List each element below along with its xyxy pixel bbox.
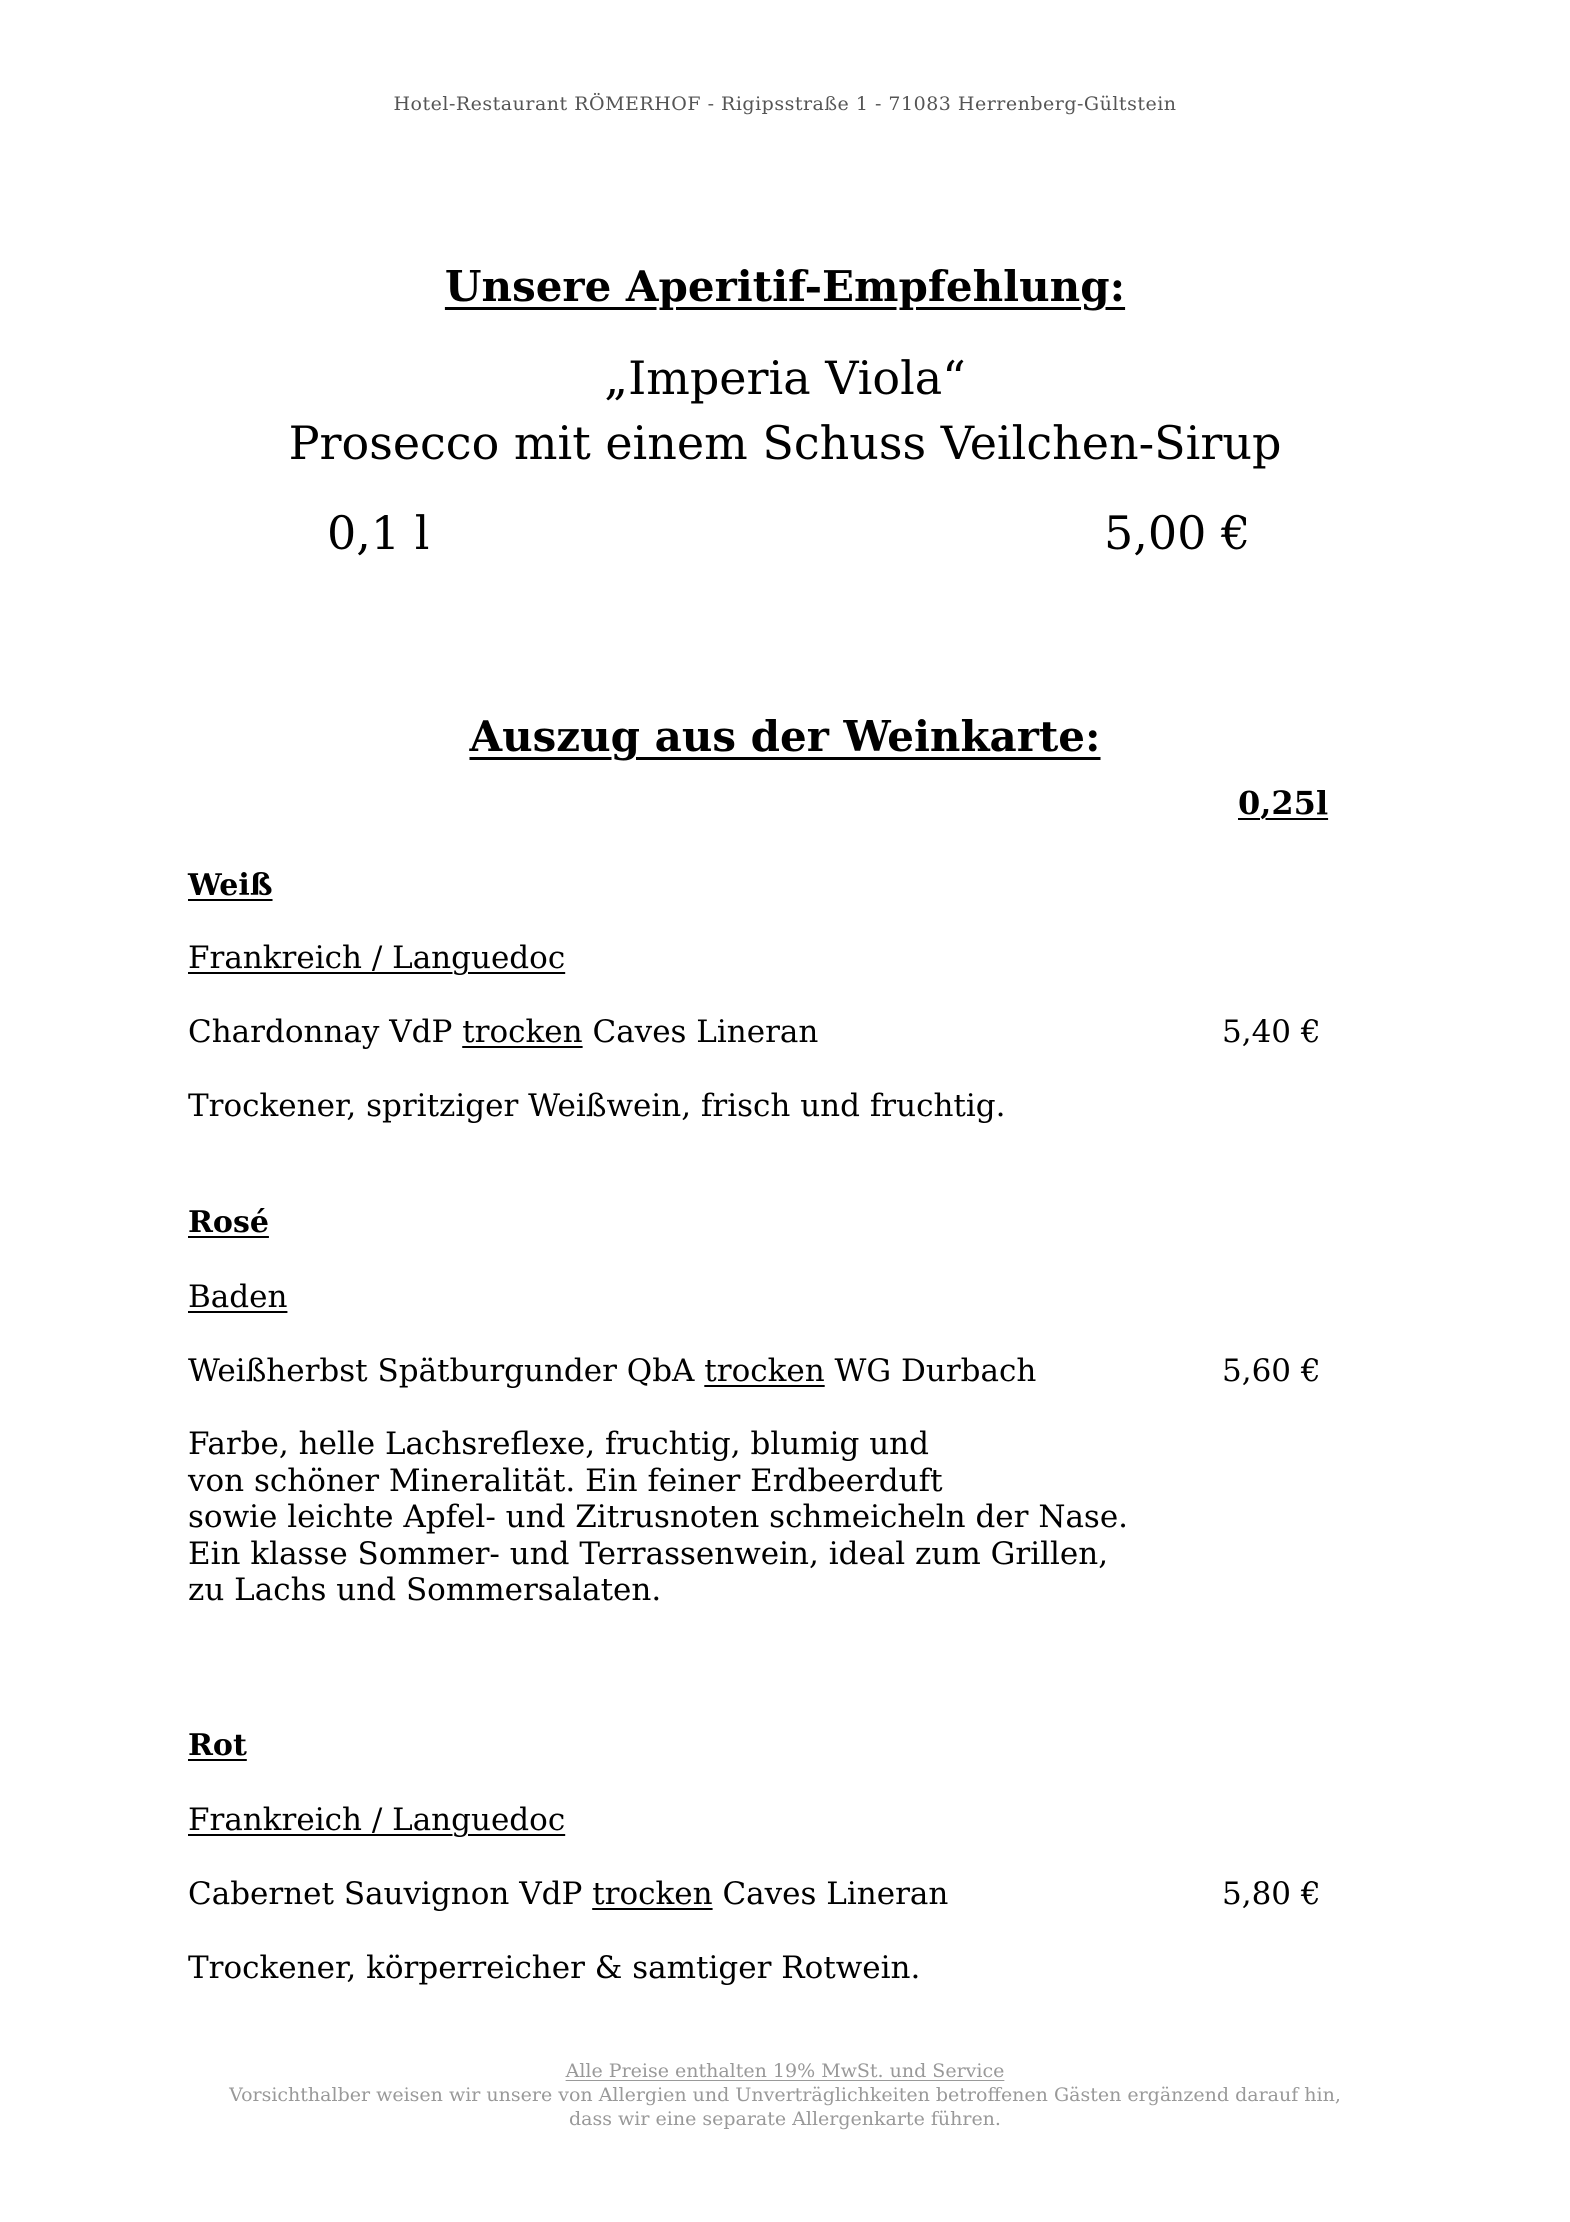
aperitif-description: Prosecco mit einem Schuss Veilchen-Sirup bbox=[288, 416, 1282, 470]
wine-description: Trockener, spritziger Weißwein, frisch und fruchtig. bbox=[188, 1088, 1006, 1124]
aperitif-title: Unsere Aperitif-Empfehlung: bbox=[444, 262, 1126, 311]
footer-allergen-note-continued: dass wir eine separate Allergenkarte führen. bbox=[569, 2108, 1001, 2130]
wine-region: Frankreich / Languedoc bbox=[188, 940, 566, 976]
wine-style: trocken bbox=[704, 1353, 825, 1389]
section-heading: Rot bbox=[188, 1728, 247, 1763]
aperitif-volume: 0,1 l bbox=[327, 506, 430, 560]
volume-column-header: 0,25l bbox=[1238, 784, 1329, 822]
footer-allergen-note: Vorsichthalber weisen wir unsere von Allergien und Unverträglichkeiten betroffenen Gästen ergänzend darauf hin, bbox=[229, 2084, 1341, 2106]
wine-price: 5,80 € bbox=[1222, 1876, 1321, 1912]
wine-region: Frankreich / Languedoc bbox=[188, 1802, 566, 1838]
wine-name: Chardonnay VdP trocken Caves Lineran bbox=[188, 1014, 819, 1050]
wine-region: Baden bbox=[188, 1279, 288, 1315]
section-heading: Rosé bbox=[188, 1205, 269, 1240]
wine-price: 5,60 € bbox=[1222, 1353, 1321, 1389]
section-heading: Weiß bbox=[188, 868, 273, 903]
wine-list-title: Auszug aus der Weinkarte: bbox=[469, 712, 1101, 761]
wine-name: Cabernet Sauvignon VdP trocken Caves Lineran bbox=[188, 1876, 949, 1912]
wine-description: Trockener, körperreicher & samtiger Rotwein. bbox=[188, 1950, 921, 1986]
wine-price: 5,40 € bbox=[1222, 1014, 1321, 1050]
wine-style: trocken bbox=[592, 1876, 713, 1912]
aperitif-price: 5,00 € bbox=[1104, 506, 1251, 560]
wine-style: trocken bbox=[462, 1014, 583, 1050]
wine-description: Farbe, helle Lachsreflexe, fruchtig, blumig und von schöner Mineralität. Ein feiner Erdbeerduft sowie leichte Apfel- und Zitrusnoten schmeicheln der Nase. Ein klasse Sommer- und Terrassenwein, ideal zum Grillen, zu Lachs und Sommersalaten. bbox=[188, 1426, 1129, 1608]
wine-name: Weißherbst Spätburgunder QbA trocken WG Durbach bbox=[188, 1353, 1037, 1389]
restaurant-address-header: Hotel-Restaurant RÖMERHOF - Rigipsstraße 1 - 71083 Herrenberg-Gültstein bbox=[393, 93, 1177, 115]
footer-vat-note: Alle Preise enthalten 19% MwSt. und Service bbox=[565, 2060, 1005, 2082]
aperitif-name: „Imperia Viola“ bbox=[604, 351, 966, 405]
